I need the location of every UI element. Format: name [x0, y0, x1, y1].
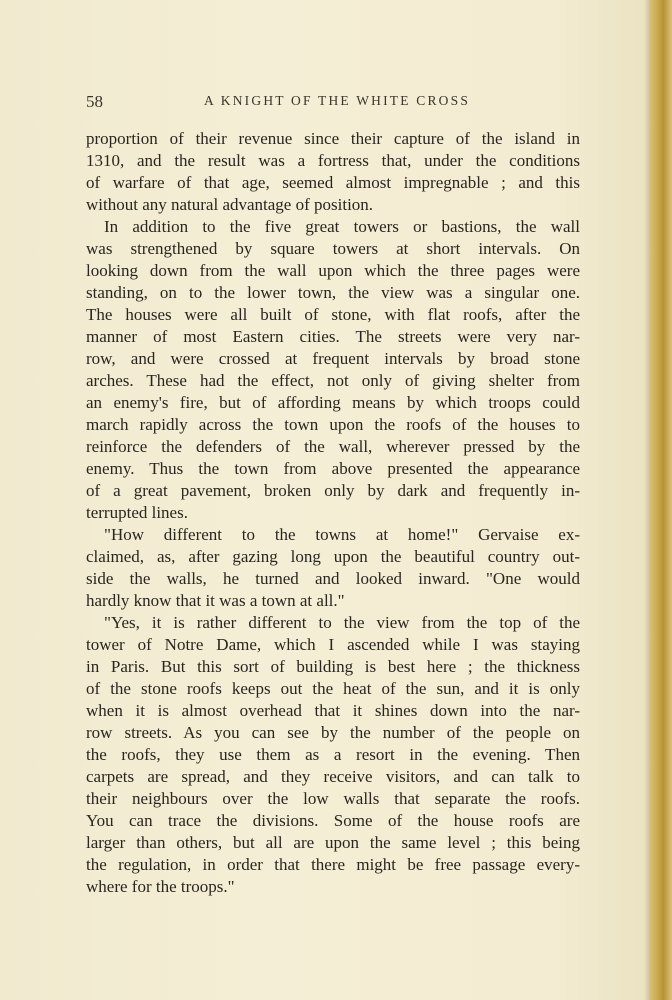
text-line: "Yes, it is rather different to the view from the top of the: [104, 613, 580, 632]
text-line: the regulation, in order that there might be free passage every-: [86, 855, 580, 874]
text-line: In addition to the five great towers or bastions, the wall: [104, 217, 580, 236]
text-line: their neighbours over the low walls that separate the roofs.: [86, 789, 580, 808]
text-line: of a great pavement, broken only by dark and frequently in-: [86, 481, 580, 500]
body-text: [86, 128, 580, 898]
text-line: of warfare of that age, seemed almost impregnable ; and this: [86, 173, 580, 192]
text-line: enemy. Thus the town from above presented the appearance: [86, 459, 580, 478]
text-line: march rapidly across the town upon the roofs of the houses to: [86, 415, 580, 434]
page-edge: [650, 0, 672, 1000]
text-line: 1310, and the result was a fortress that, under the conditions: [86, 151, 580, 170]
text-line: of the stone roofs keeps out the heat of the sun, and it is only: [86, 679, 580, 698]
text-line: without any natural advantage of position.: [86, 195, 374, 214]
text-line: You can trace the divisions. Some of the house roofs are: [86, 811, 580, 830]
page-number: 58: [86, 92, 103, 111]
text-line: in Paris. But this sort of building is best here ; the thickness: [86, 657, 580, 676]
text-line: was strengthened by square towers at short intervals. On: [86, 239, 580, 258]
running-head: [86, 92, 580, 116]
text-line: manner of most Eastern cities. The streets were very nar-: [86, 327, 580, 346]
text-line: standing, on to the lower town, the view was a singular one.: [86, 283, 580, 302]
text-line: row, and were crossed at frequent intervals by broad stone: [86, 349, 580, 368]
text-line: when it is almost overhead that it shines down into the nar-: [86, 701, 580, 720]
text-line: terrupted lines.: [86, 503, 188, 522]
text-line: looking down from the wall upon which the three pages were: [86, 261, 580, 280]
text-line: "How different to the towns at home!" Gervaise ex-: [104, 525, 580, 544]
text-line: arches. These had the effect, not only of giving shelter from: [86, 371, 580, 390]
text-line: claimed, as, after gazing long upon the beautiful country out-: [86, 547, 580, 566]
text-line: tower of Notre Dame, which I ascended while I was staying: [86, 635, 580, 654]
text-line: larger than others, but all are upon the same level ; this being: [86, 833, 580, 852]
text-line: proportion of their revenue since their capture of the island in: [86, 129, 580, 148]
text-line: side the walls, he turned and looked inward. "One would: [86, 569, 580, 588]
text-line: the roofs, they use them as a resort in the evening. Then: [86, 745, 580, 764]
text-line: where for the troops.": [86, 877, 235, 896]
text-line: hardly know that it was a town at all.": [86, 591, 345, 610]
text-line: carpets are spread, and they receive visitors, and can talk to: [86, 767, 580, 786]
text-line: The houses were all built of stone, with flat roofs, after the: [86, 305, 580, 324]
text-line: row streets. As you can see by the number of the people on: [86, 723, 580, 742]
text-line: reinforce the defenders of the wall, wherever pressed by the: [86, 437, 580, 456]
text-line: an enemy's fire, but of affording means by which troops could: [86, 393, 580, 412]
running-head-title: A KNIGHT OF THE WHITE CROSS: [204, 93, 471, 108]
